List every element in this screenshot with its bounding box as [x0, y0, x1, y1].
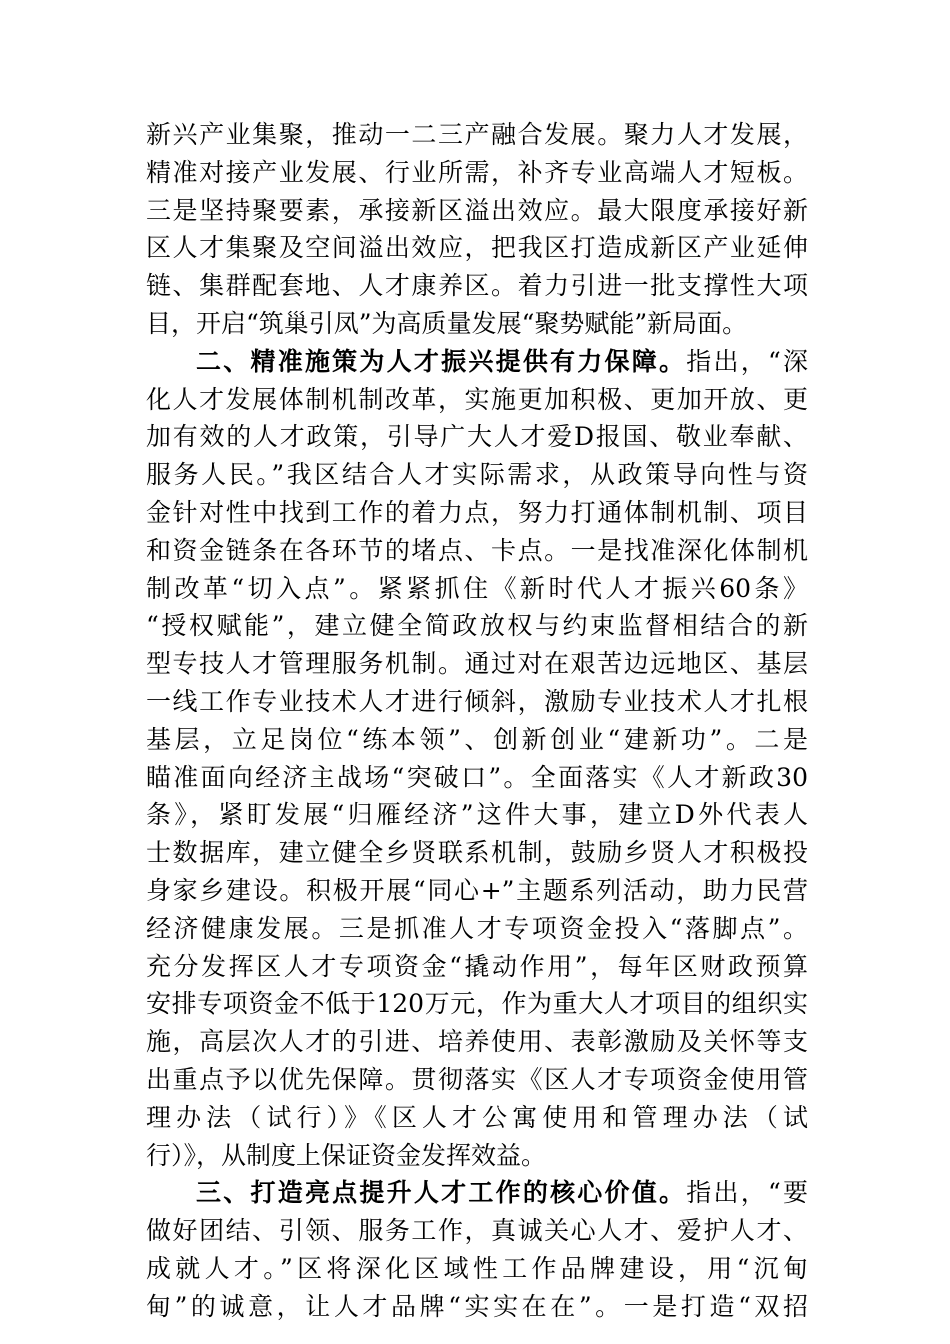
text-line: 基层，立足岗位“练本领”、创新创业“建新功”。二是 — [146, 724, 808, 754]
text-line: 行）》，从制度上保证资金发挥效益。 — [146, 1140, 547, 1170]
text-line: 三是坚持聚要素，承接新区溢出效应。最大限度承接好新 — [146, 195, 808, 225]
text-line: 士数据库，建立健全乡贤联系机制，鼓励乡贤人才积极投 — [146, 838, 808, 868]
text-line: 金针对性中找到工作的着力点，努力打通体制机制、项目 — [146, 497, 808, 527]
text-line: 区人才集聚及空间溢出效应，把我区打造成新区产业延伸 — [146, 233, 808, 263]
text-line: 型专技人才管理服务机制。通过对在艰苦边远地区、基层 — [146, 649, 808, 679]
text-line: 出重点予以优先保障。贯彻落实《区人才专项资金使用管 — [146, 1064, 808, 1094]
text-line: 瞄准面向经济主战场“突破口”。全面落实《人才新政30 — [146, 762, 808, 792]
text-line: 理办法（试行）》《区人才公寓使用和管理办法（试 — [146, 1102, 808, 1132]
text-line: 化人才发展体制机制改革，实施更加积极、更加开放、更 — [146, 384, 808, 414]
section-heading-line — [146, 1174, 808, 1212]
text-line: 和资金链条在各环节的堵点、卡点。一是找准深化体制机 — [146, 535, 808, 565]
text-line: 充分发挥区人才专项资金“撬动作用”，每年区财政预算 — [146, 951, 808, 981]
text-run: 指出，“深 — [686, 346, 808, 376]
text-line: 安排专项资金不低于120万元，作为重大人才项目的组织实 — [146, 989, 808, 1019]
text-line: 目，开启“筑巢引凤”为高质量发展“聚势赋能”新局面。 — [146, 308, 748, 338]
text-line: 新兴产业集聚，推动一二三产融合发展。聚力人才发展， — [146, 120, 808, 149]
text-line: 加有效的人才政策，引导广大人才爱D报国、敬业奉献、 — [146, 422, 808, 452]
text-line: 精准对接产业发展、行业所需，补齐专业高端人才短板。 — [146, 157, 808, 187]
text-line: 服务人民。”我区结合人才实际需求，从政策导向性与资 — [146, 460, 808, 490]
text-line: 甸”的诚意，让人才品牌“实实在在”。一是打造“双招 — [146, 1291, 808, 1321]
text-line: 链、集群配套地、人才康养区。着力引进一批支撑性大项 — [146, 271, 808, 301]
text-line: 成就人才。”区将深化区域性工作品牌建设，用“沉甸 — [146, 1253, 808, 1283]
document-body — [146, 116, 808, 1326]
section-heading: 三、打造亮点提升人才工作的核心价值。 — [196, 1178, 687, 1208]
text-run: 指出，“要 — [686, 1178, 808, 1208]
text-line: “授权赋能”，建立健全简政放权与约束监督相结合的新 — [146, 611, 808, 641]
text-line: 做好团结、引领、服务工作，真诚关心人才、爱护人才、 — [146, 1216, 808, 1246]
text-line: 经济健康发展。三是抓准人才专项资金投入“落脚点”。 — [146, 913, 808, 943]
section-heading-line — [146, 343, 808, 381]
section-heading: 二、精准施策为人才振兴提供有力保障。 — [196, 346, 687, 376]
text-line: 身家乡建设。积极开展“同心+”主题系列活动，助力民营 — [146, 875, 808, 905]
text-line: 一线工作专业技术人才进行倾斜，激励专业技术人才扎根 — [146, 686, 808, 716]
text-line: 施，高层次人才的引进、培养使用、表彰激励及关怀等支 — [146, 1027, 808, 1057]
text-line: 制改革“切入点”。紧紧抓住《新时代人才振兴60条》 — [146, 573, 808, 603]
text-line: 条》，紧盯发展“归雁经济”这件大事，建立D外代表人 — [146, 800, 808, 830]
